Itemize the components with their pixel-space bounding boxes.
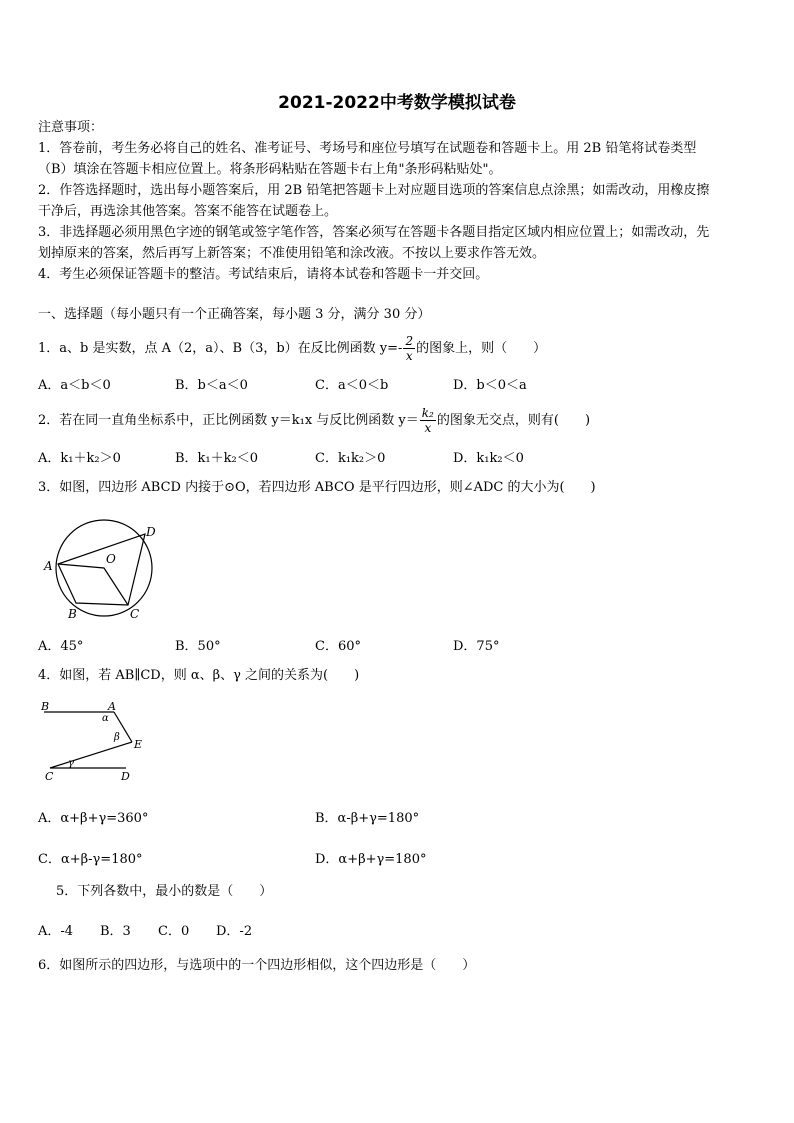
question-3-stem: 3．如图，四边形 ABCD 内接于⊙O，若四边形 ABCO 是平行四边形，则∠ADC 的大小为( ) <box>38 480 596 495</box>
quadrilateral-abcd <box>58 534 145 605</box>
option-d: D．α+β+γ=180° <box>315 852 427 867</box>
label-o: O <box>106 552 116 566</box>
section-heading: 一、选择题（每小题只有一个正确答案，每小题 3 分，满分 30 分） <box>38 307 431 322</box>
circle-quadrilateral-figure <box>38 518 168 624</box>
option-a: A．k₁＋k₂＞0 <box>38 451 121 466</box>
label-d: D <box>121 770 130 783</box>
option-d: D．75° <box>453 639 500 654</box>
label-alpha: α <box>102 713 109 724</box>
option-a: A．-4 <box>38 924 74 939</box>
option-a: A．45° <box>38 639 84 654</box>
question-2-text-b: 的图象无交点，则有( ) <box>436 413 591 428</box>
fraction-denominator: x <box>405 349 413 363</box>
label-d: D <box>146 525 156 539</box>
notice-line: 干净后，再选涂其他答案。答案不能答在试题卷上。 <box>38 204 338 219</box>
fraction-denominator: x <box>424 421 432 435</box>
notice-line: 2．作答选择题时，选出每小题答案后，用 2B 铅笔把答题卡上对应题目选项的答案信息点涂黑；如需改动，用橡皮擦 <box>38 183 710 198</box>
option-c: C．a＜0＜b <box>315 378 389 393</box>
label-b: B <box>68 607 77 621</box>
label-a: A <box>108 700 116 713</box>
notice-line: 划掉原来的答案，然后再写上新答案；不准使用铅笔和涂改液。不按以上要求作答无效。 <box>38 246 546 261</box>
label-c: C <box>45 770 54 783</box>
question-1-text-a: 1．a、b 是实数，点 A（2，a）、B（3，b）在反比例函数 y=- <box>38 341 403 356</box>
fraction <box>403 334 415 363</box>
option-c: C．k₁k₂＞0 <box>315 451 386 466</box>
question-2-stem <box>38 406 590 435</box>
question-5-stem: 5．下列各数中，最小的数是（ ） <box>56 884 273 899</box>
fraction <box>420 406 436 435</box>
option-c: C．60° <box>315 639 361 654</box>
notice-heading: 注意事项： <box>38 120 104 135</box>
label-a: A <box>44 559 53 573</box>
fraction-numerator: k₂ <box>421 406 434 420</box>
question-6-stem: 6．如图所示的四边形，与选项中的一个四边形相似，这个四边形是（ ） <box>38 958 476 973</box>
question-1-stem <box>38 334 546 363</box>
option-d: D．-2 <box>216 924 253 939</box>
option-c: C．0 <box>158 924 190 939</box>
parallel-lines-figure <box>38 696 148 786</box>
label-b: B <box>41 700 50 713</box>
question-2-text-a: 2．若在同一直角坐标系中，正比例函数 y＝k₁x 与反比例函数 y＝ <box>38 413 419 428</box>
option-d: D．k₁k₂＜0 <box>453 451 524 466</box>
segments-ao-oc <box>58 564 128 605</box>
label-e: E <box>134 738 143 751</box>
label-gamma: γ <box>68 758 74 769</box>
notice-line: 1．答卷前，考生务必将自己的姓名、准考证号、考场号和座位号填写在试题卷和答题卡上。用 2B 铅笔将试卷类型 <box>38 141 697 156</box>
page-title: 2021-2022中考数学模拟试卷 <box>278 93 516 113</box>
option-b: B．b＜a＜0 <box>175 378 248 393</box>
notice-line: （B）填涂在答题卡相应位置上。将条形码粘贴在答题卡右上角"条形码粘贴处"。 <box>38 162 502 177</box>
question-4-stem: 4．如图，若 AB∥CD，则 α、β、γ 之间的关系为( ) <box>38 668 360 683</box>
option-b: B．α-β+γ=180° <box>315 811 420 826</box>
notice-line: 3．非选择题必须用黑色字迹的钢笔或签字笔作答，答案必须写在答题卡各题目指定区域内相应位置上；如需改动，先 <box>38 225 710 240</box>
label-beta: β <box>114 732 120 743</box>
option-a: A．α+β+γ=360° <box>38 811 149 826</box>
option-b: B．3 <box>100 924 131 939</box>
fraction-numerator: 2 <box>405 334 414 348</box>
line-ec <box>50 742 132 768</box>
option-d: D．b＜0＜a <box>453 378 527 393</box>
option-c: C．α+β-γ=180° <box>38 852 143 867</box>
label-c: C <box>130 607 140 621</box>
option-a: A．a＜b＜0 <box>38 378 111 393</box>
option-b: B．50° <box>175 639 221 654</box>
question-1-text-b: 的图象上，则（ ） <box>416 341 547 356</box>
notice-line: 4．考生必须保证答题卡的整洁。考试结束后，请将本试卷和答题卡一并交回。 <box>38 267 489 282</box>
option-b: B．k₁＋k₂＜0 <box>175 451 259 466</box>
